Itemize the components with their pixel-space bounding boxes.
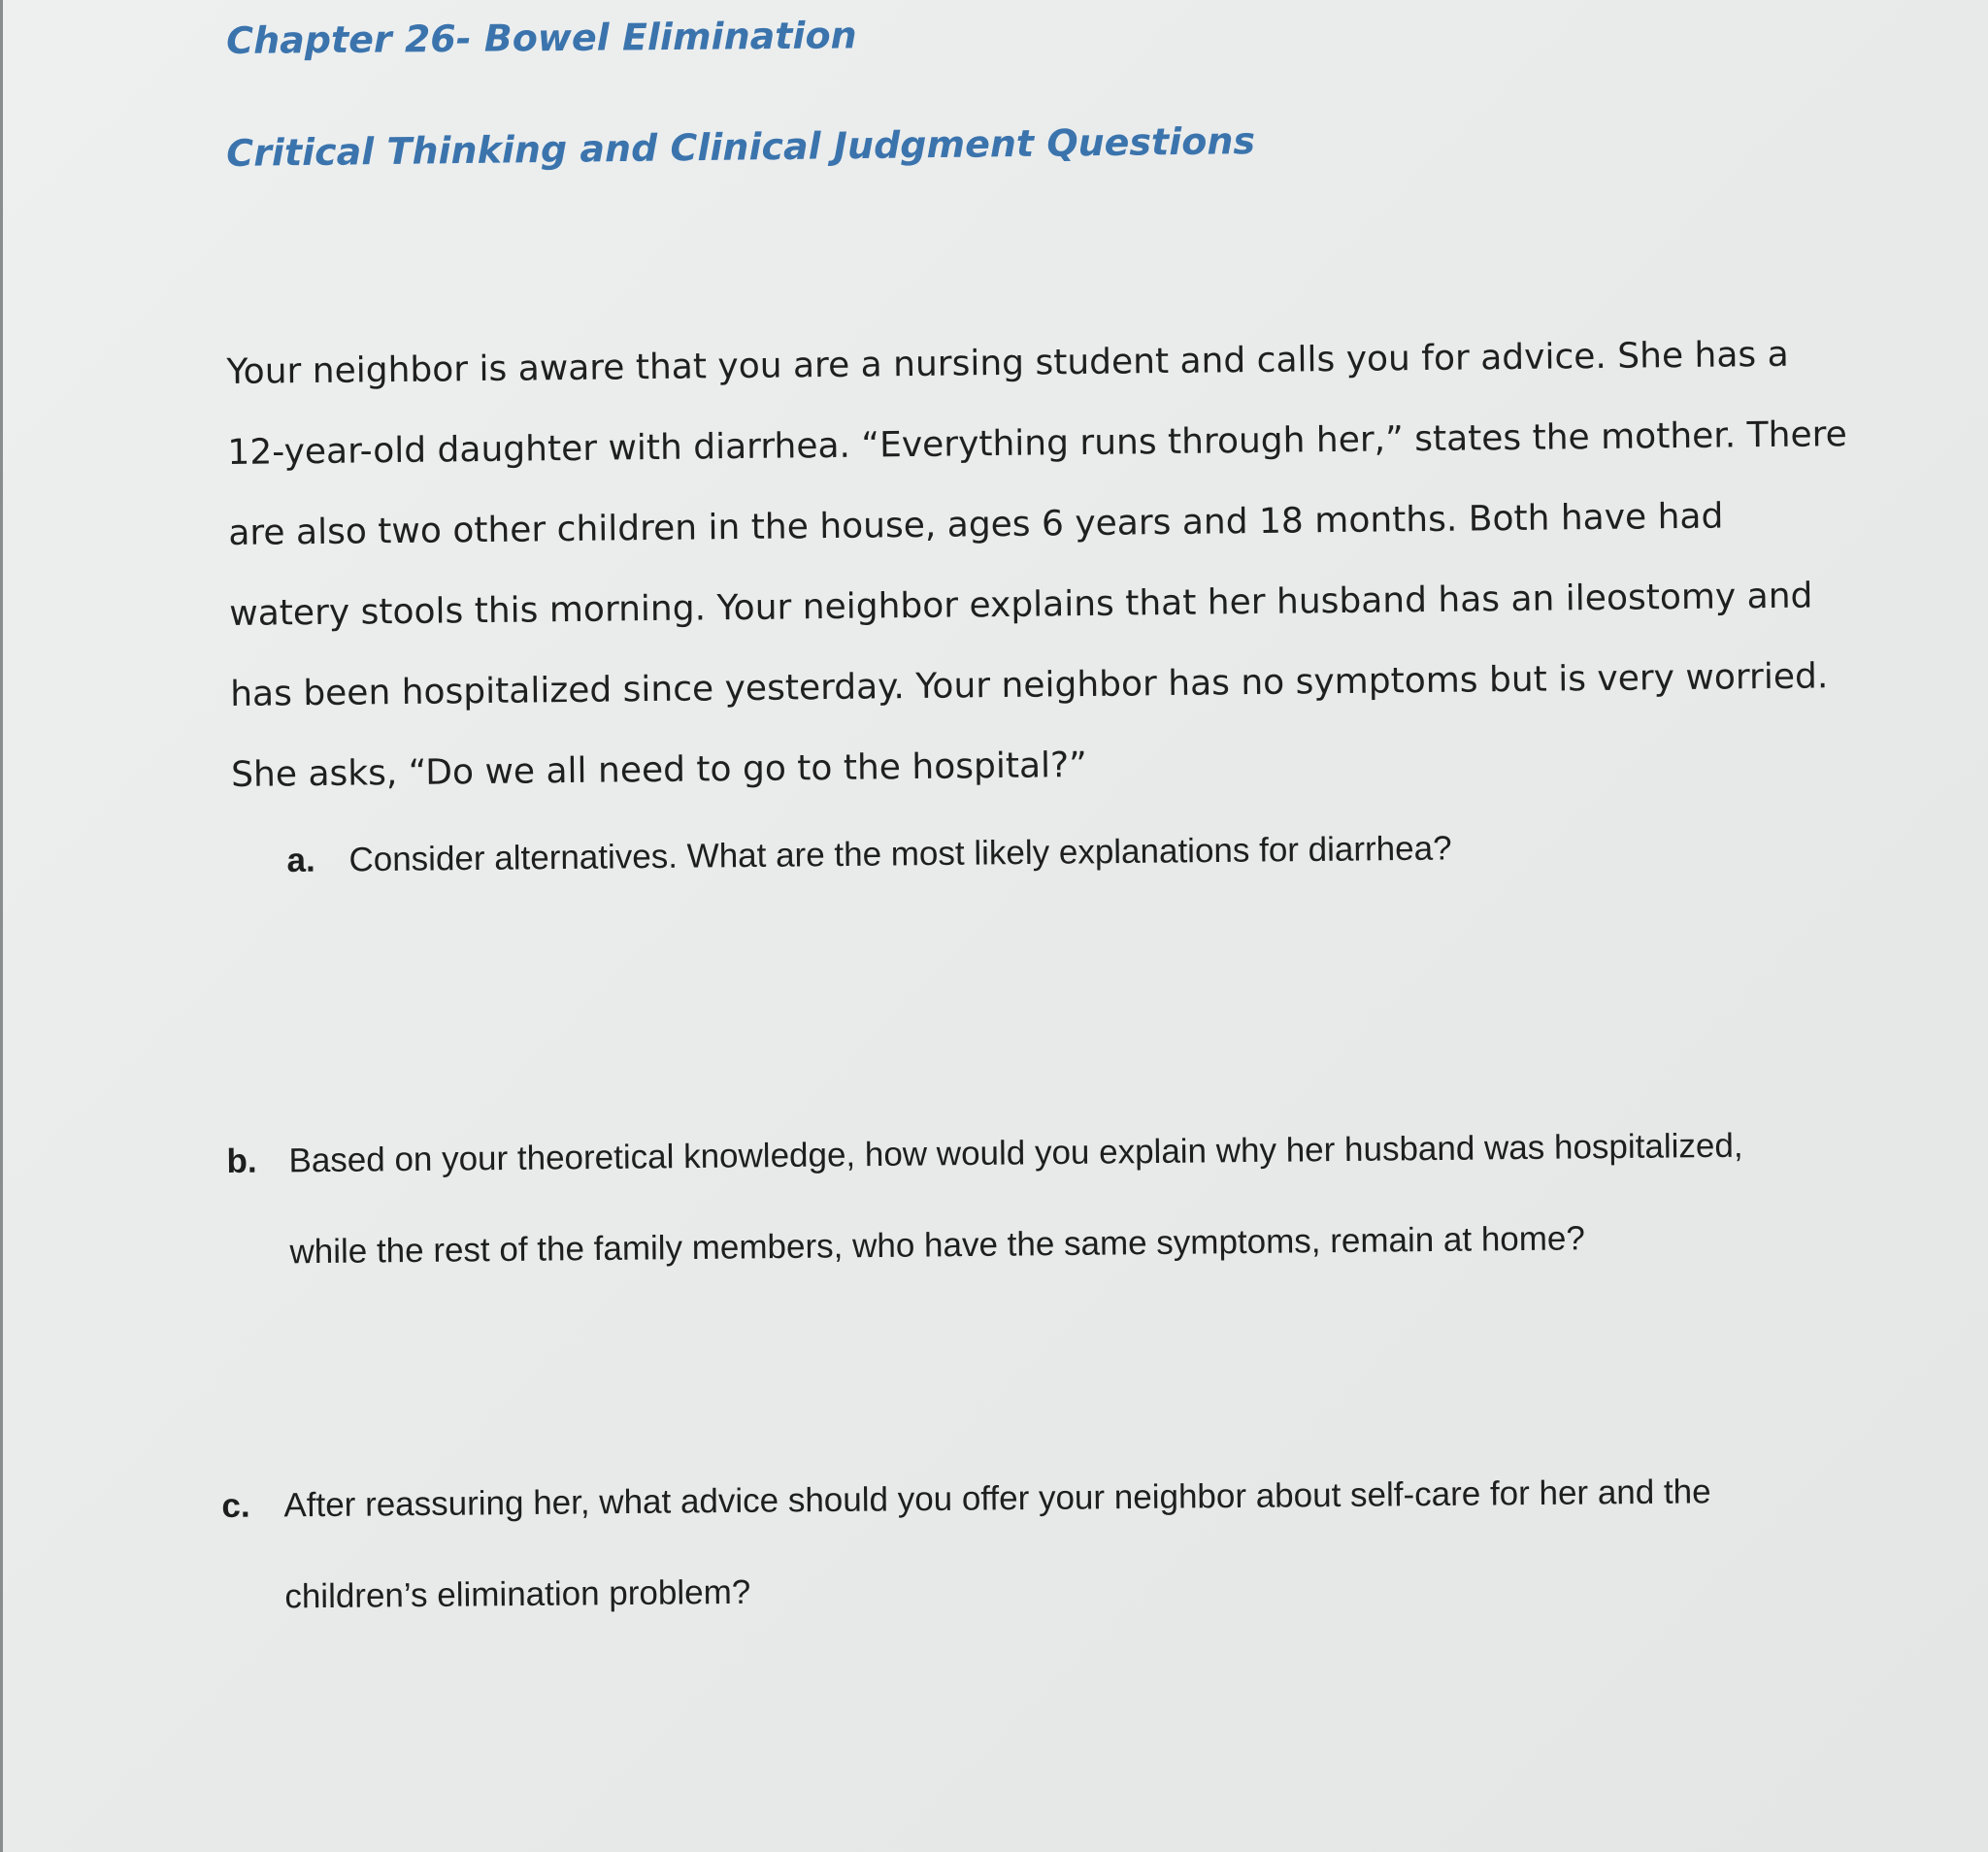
question-c xyxy=(221,1446,1712,1643)
question-text: children’s elimination problem? xyxy=(284,1572,751,1616)
section-title: Critical Thinking and Clinical Judgment Questions xyxy=(226,119,1256,175)
scenario-line: has been hospitalized since yesterday. Your neighbor has no symptoms but is very worried. xyxy=(230,656,1829,714)
scenario-line: Your neighbor is aware that you are a nursing student and calls you for advice. She has a xyxy=(226,334,1789,392)
question-b xyxy=(226,1101,1744,1299)
question-text: Based on your theoretical knowledge, how would you explain why her husband was hospitalized, xyxy=(288,1126,1743,1180)
question-marker: b. xyxy=(226,1141,257,1180)
question-text: while the rest of the family members, who have the same symptoms, remain at home? xyxy=(289,1219,1586,1272)
scenario-line: She asks, “Do we all need to go to the hospital?” xyxy=(230,744,1088,795)
scenario-paragraph xyxy=(226,314,1848,815)
chapter-title: Chapter 26- Bowel Elimination xyxy=(226,14,857,62)
question-marker: a. xyxy=(286,841,315,879)
question-marker: c. xyxy=(221,1486,250,1525)
page-edge-shadow xyxy=(0,0,3,1852)
question-text: Consider alternatives. What are the most likely explanations for diarrhea? xyxy=(348,829,1452,879)
scenario-line: 12-year-old daughter with diarrhea. “Everything runs through her,” states the mother. There xyxy=(227,414,1848,473)
scenario-line: are also two other children in the house, ages 6 years and 18 months. Both have had xyxy=(228,496,1724,553)
scenario-line: watery stools this morning. Your neighbor explains that her husband has an ileostomy and xyxy=(229,576,1813,634)
question-a xyxy=(286,803,1452,907)
question-text: After reassuring her, what advice should you offer your neighbor about self-care for her and the xyxy=(283,1472,1711,1525)
